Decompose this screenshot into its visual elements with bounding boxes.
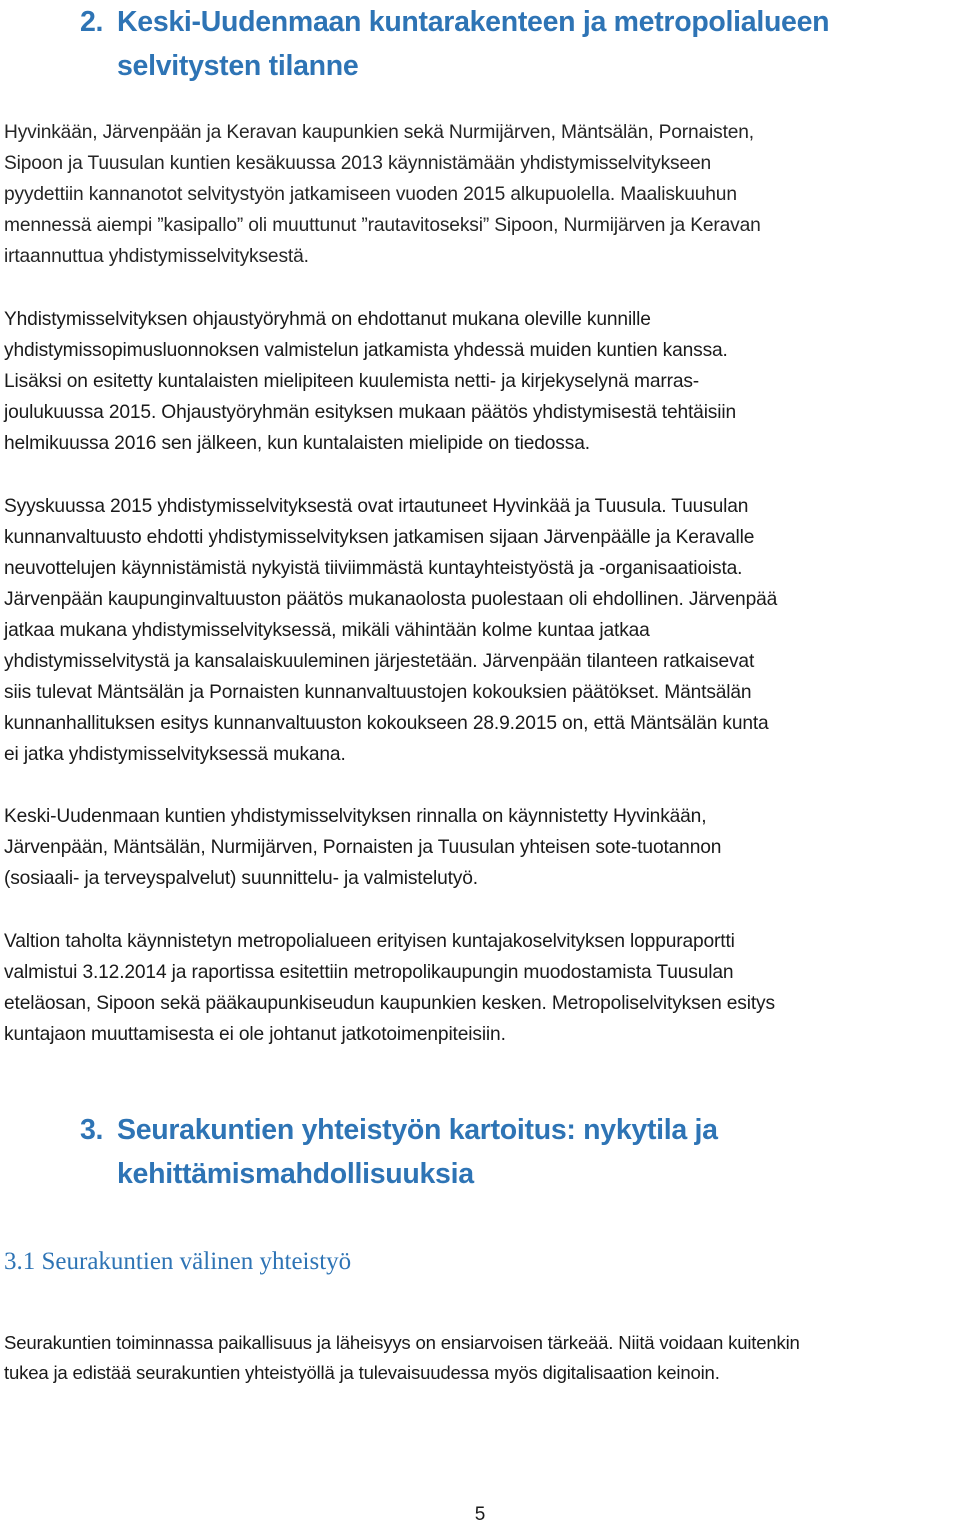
paragraph: Yhdistymisselvityksen ohjaustyöryhmä on ehdottanut mukana oleville kunnille yhdistymissopimusluonnoksen valmistelun jatkamista yhdessä muiden kuntien kanssa. Lisäksi on esitetty kuntalaisten mielipiteen kuulemista netti- ja kirjekyselynä marras- joulukuussa 2015. Ohjaustyöryhmän esityksen mukaan päätös yhdistymisestä tehtäisiin helmikuussa 2016 sen jälkeen, kun kuntalaisten mielipide on tiedossa. <box>4 309 736 454</box>
paragraph: Valtion taholta käynnistetyn metropolialueen erityisen kuntajakoselvityksen loppuraportti valmistui 3.12.2014 ja raportissa esitettiin metropolikaupungin muodostamista Tuusulan eteläosan, Sipoon sekä pääkaupunkiseudun kaupunkien kesken. Metropoliselvityksen esitys kuntajaon muuttamisesta ei ole johtanut jatkotoimenpiteisiin. <box>4 931 775 1045</box>
page-number: 5 <box>474 1504 486 1525</box>
section-3-heading <box>80 1108 920 1196</box>
section-3-number: 3. <box>80 1114 104 1146</box>
section-3-1-heading: 3.1 Seurakuntien välinen yhteistyö <box>4 1248 352 1275</box>
paragraph: Seurakuntien toiminnassa paikallisuus ja läheisyys on ensiarvoisen tärkeää. Niitä voidaan kuitenkin tukea ja edistää seurakuntien yhteistyöllä ja tulevaisuudessa myös digitalisaation keinoin. <box>4 1332 800 1383</box>
paragraph: Syyskuussa 2015 yhdistymisselvityksestä ovat irtautuneet Hyvinkää ja Tuusula. Tuusulan kunnanvaltuusto ehdotti yhdistymisselvityksen jatkamisen sijaan Järvenpäälle ja Keravalle neuvottelujen käynnistämistä nykyistä tiiviimmästä kuntayhteistyöstä ja -organisaatioista. Järvenpään kaupunginvaltuuston päätös mukanaolosta puolestaan oli ehdollinen. Järvenpää jatkaa mukana yhdistymisselvityksessä, mikäli vähintään kolme kuntaa jatkaa yhdistymisselvitystä ja kansalaiskuuleminen järjestetään. Järvenpään tilanteen ratkaisevat siis tulevat Mäntsälän ja Pornaisten kunnanvaltuustojen kokouksien päätökset. Mäntsälän kunnanhallituksen esitys kunnanvaltuuston kokoukseen 28.9.2015 on, että Mäntsälän kunta ei jatka yhdistymisselvityksessä mukana. <box>4 496 778 765</box>
section-3-title: Seurakuntien yhteistyön kartoitus: nykytila ja kehittämismahdollisuuksia <box>117 1114 718 1190</box>
section-2-number: 2. <box>80 6 104 38</box>
paragraph: Keski-Uudenmaan kuntien yhdistymisselvityksen rinnalla on käynnistetty Hyvinkään, Järvenpään, Mäntsälän, Nurmijärven, Pornaisten ja Tuusulan yhteisen sote-tuotannon (sosiaali- ja terveyspalvelut) suunnittelu- ja valmistelutyö. <box>4 806 722 889</box>
section-2-heading <box>80 0 920 88</box>
paragraph: Hyvinkään, Järvenpään ja Keravan kaupunkien sekä Nurmijärven, Mäntsälän, Pornaisten, Sipoon ja Tuusulan kuntien kesäkuussa 2013 käynnistämään yhdistymisselvitykseen pyydettiin kannanotot selvitystyön jatkamiseen vuoden 2015 alkupuolella. Maaliskuuhun mennessä aiempi ”kasipallo” oli muuttunut ”rautavitoseksi” Sipoon, Nurmijärven ja Keravan irtaannuttua yhdistymisselvityksestä. <box>4 122 761 267</box>
section-2-title: Keski-Uudenmaan kuntarakenteen ja metropolialueen selvitysten tilanne <box>117 6 830 82</box>
